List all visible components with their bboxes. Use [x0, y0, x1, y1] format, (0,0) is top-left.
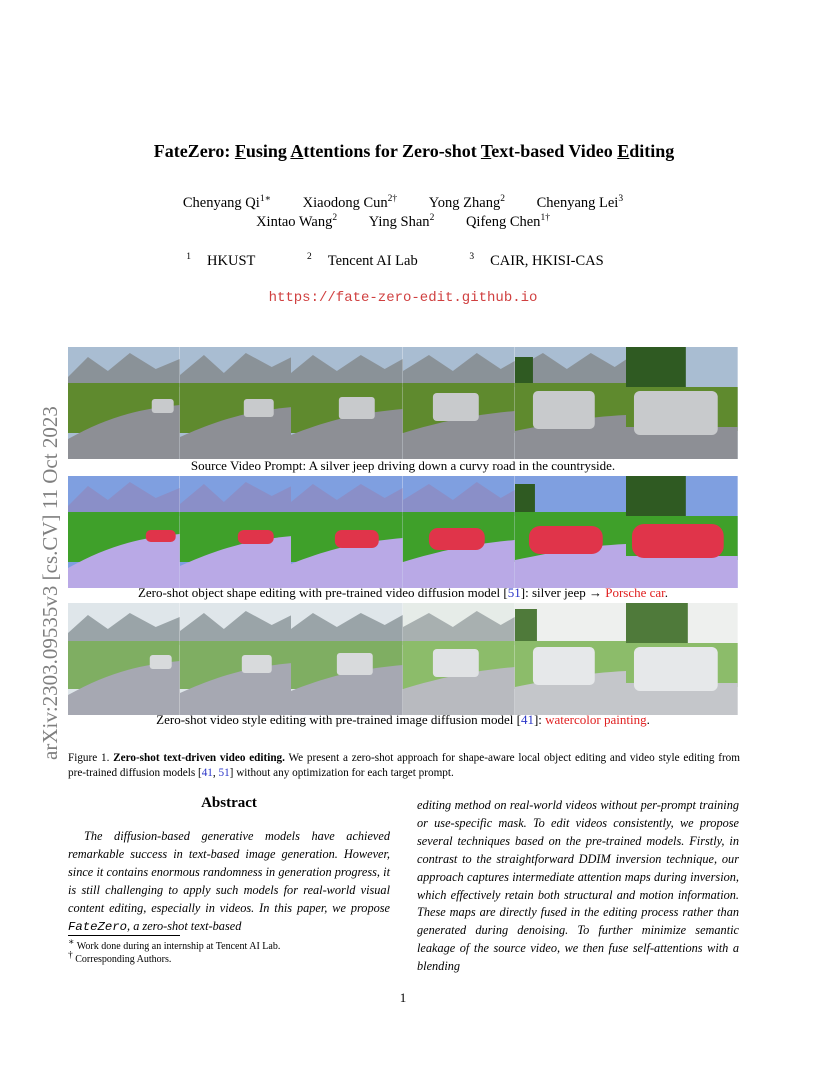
- citation-link[interactable]: 41: [520, 712, 534, 727]
- figure-row-source: [68, 347, 738, 459]
- video-frame: [180, 603, 292, 715]
- title-underline: A: [290, 141, 304, 161]
- title-underline: T: [480, 141, 492, 161]
- video-frame: [68, 476, 180, 588]
- video-frame: [403, 603, 515, 715]
- title-underline: F: [234, 141, 246, 161]
- affiliation: $^3$ CAIR, HKISI-CAS: [469, 252, 604, 269]
- citation-link[interactable]: 51: [218, 767, 230, 779]
- page-number: 1: [399, 990, 407, 1005]
- video-frame: [626, 476, 738, 588]
- authors-row-1: [0, 195, 806, 212]
- author: Chenyang $Qi^{1∗}$: [182, 194, 272, 211]
- figure-caption: Figure 1. Zero-shot text-driven video editing. We present a zero-shot approach for shape-aware local object editing and video style editing from pre-trained diffusion models [41, 51] without any optimization for each target prompt.: [68, 752, 740, 779]
- author: Ying Shan$^2$: [368, 213, 435, 230]
- title-part: using: [245, 141, 291, 161]
- footnote: ∗ Work done during an internship at Tencent AI Lab.: [68, 937, 281, 952]
- video-frame: [291, 347, 403, 459]
- abstract-heading: Abstract: [201, 795, 257, 811]
- author: Xiaodong Cun$^{2\dagger}$: [302, 194, 398, 211]
- footnote-rule: [68, 935, 180, 936]
- video-frame: [515, 603, 627, 715]
- affiliations: [0, 253, 806, 270]
- video-frame: [515, 476, 627, 588]
- authors-row-2: [0, 214, 806, 231]
- video-frame: [291, 476, 403, 588]
- video-frame: [626, 603, 738, 715]
- title-part: ttentions for Zero-shot: [303, 141, 481, 161]
- figure-row-porsche: [68, 476, 738, 588]
- video-frame: [180, 476, 292, 588]
- footnote: † Corresponding Authors.: [68, 950, 172, 965]
- figure-caption-row-source: Source Video Prompt: A silver jeep driving down a curvy road in the countryside.: [190, 458, 616, 473]
- arxiv-stamp: [20, 290, 62, 760]
- video-frame: [180, 347, 292, 459]
- author: Chenyang Lei$^3$: [536, 194, 624, 211]
- abstract-left-paragraph: The diffusion-based generative models have achieved remarkable success in text-based image generation. However, since it contains enormous randomness in generation progress, it is still challenging to apply such models for real-world visual content editing, especially in videos. In this paper, we propose FateZero, a zero-shot text-based: [68, 829, 390, 934]
- target-prompt: watercolor painting: [545, 712, 647, 727]
- video-frame: [68, 347, 180, 459]
- author: Yong Zhang$^2$: [428, 194, 505, 211]
- figure-caption-row-porsche: Zero-shot object shape editing with pre-trained video diffusion model [51]: silver jeep → Porsche car.: [137, 585, 669, 600]
- author: Xintao Wang$^2$: [256, 213, 338, 230]
- citation-link[interactable]: 41: [201, 767, 213, 779]
- title-part: FateZero:: [153, 141, 235, 161]
- video-frame: [515, 347, 627, 459]
- title-part: diting: [629, 141, 675, 161]
- figure-row-watercolor: [68, 603, 738, 715]
- video-frame: [68, 603, 180, 715]
- video-frame: [626, 347, 738, 459]
- project-url-link[interactable]: https://fate-zero-edit.github.io: [268, 290, 538, 306]
- target-prompt: Porsche car: [605, 585, 665, 600]
- citation-link[interactable]: 51: [507, 585, 521, 600]
- affiliation: $^1$ HKUST: [186, 252, 256, 269]
- paper-title: [0, 141, 828, 162]
- affiliation: $^2$ Tencent AI Lab: [307, 252, 418, 269]
- figure-caption-row-watercolor: Zero-shot video style editing with pre-trained image diffusion model [41]: watercolor painting.: [156, 712, 650, 727]
- title-part: ext-based Video: [491, 141, 618, 161]
- title-underline: E: [617, 141, 630, 161]
- arxiv-stamp-text: arXiv:2303.09535v3 [cs.CV] 11 Oct 2023: [38, 406, 62, 760]
- abstract-right-paragraph: editing method on real-world videos without per-prompt training or use-specific mask. To edit videos consistently, we propose several techniques based on the pre-trained models. Firstly, in contrast to the straightforward DDIM inversion technique, our approach captures intermediate attention maps during inversion, which effectively retain both structural and motion information. These maps are directly fused in the editing process rather than generated during denoising. To further minimize semantic leakage of the source video, we then fuse self-attentions with a blending: [417, 798, 739, 974]
- video-frame: [403, 476, 515, 588]
- video-frame: [403, 347, 515, 459]
- author: Qifeng Chen$^{1\dagger}$: [465, 213, 550, 230]
- video-frame: [291, 603, 403, 715]
